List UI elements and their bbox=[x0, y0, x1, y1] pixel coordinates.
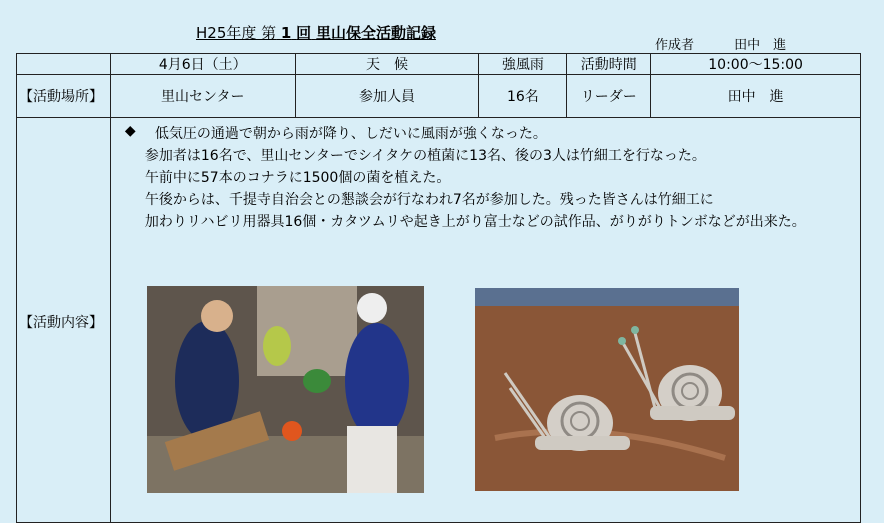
participants-value: 16名 bbox=[479, 75, 567, 118]
content-text bbox=[144, 123, 806, 233]
leader-value: 田中 進 bbox=[651, 75, 861, 118]
place-row bbox=[17, 75, 861, 118]
title-number: 1 bbox=[280, 24, 292, 42]
record-table bbox=[16, 53, 861, 523]
place-value: 里山センター bbox=[110, 75, 295, 118]
photo-bamboo-snails bbox=[475, 288, 739, 491]
date-cell: 4月6日（土） bbox=[110, 54, 295, 75]
page-title bbox=[196, 22, 436, 43]
place-label: 【活動場所】 bbox=[17, 75, 111, 118]
content-cell bbox=[110, 118, 860, 523]
content-line: 加わりリハビリ用器具16個・カタツムリや起き上がり富士などの試作品、がりがりトンボなどが出来た。 bbox=[144, 214, 806, 230]
content-line: 午後からは、千提寺自治会との懇談会が行なわれ7名が参加した。残った皆さんは竹細工に bbox=[144, 192, 714, 208]
leader-label: リーダー bbox=[567, 75, 651, 118]
author-label: 作成者 bbox=[655, 38, 695, 53]
content-row bbox=[17, 118, 861, 523]
content-line: 低気圧の通過で朝から雨が降り、しだいに風雨が強くなった。 bbox=[154, 126, 547, 142]
author-name: 田中 進 bbox=[734, 38, 787, 53]
content-line: 参加者は16名で、里山センターでシイタケの植菌に13名、後の3人は竹細工を行なった。 bbox=[144, 148, 706, 164]
time-value: 10:00〜15:00 bbox=[651, 54, 861, 75]
date-row bbox=[17, 54, 861, 75]
time-label: 活動時間 bbox=[567, 54, 651, 75]
participants-label: 参加人員 bbox=[295, 75, 479, 118]
bullet-icon: ◆ bbox=[124, 123, 136, 139]
title-prefix: H25年度 第 bbox=[196, 24, 277, 42]
weather-label: 天 候 bbox=[295, 54, 479, 75]
blank-cell bbox=[17, 54, 111, 75]
title-suffix: 里山保全活動記録 bbox=[315, 24, 436, 42]
content-line: 午前中に57本のコナラに1500個の菌を植えた。 bbox=[144, 170, 451, 186]
author-info bbox=[655, 34, 786, 53]
photo-workers bbox=[147, 286, 424, 493]
content-label: 【活動内容】 bbox=[17, 118, 111, 523]
weather-value: 強風雨 bbox=[479, 54, 567, 75]
title-mid: 回 bbox=[296, 24, 312, 42]
